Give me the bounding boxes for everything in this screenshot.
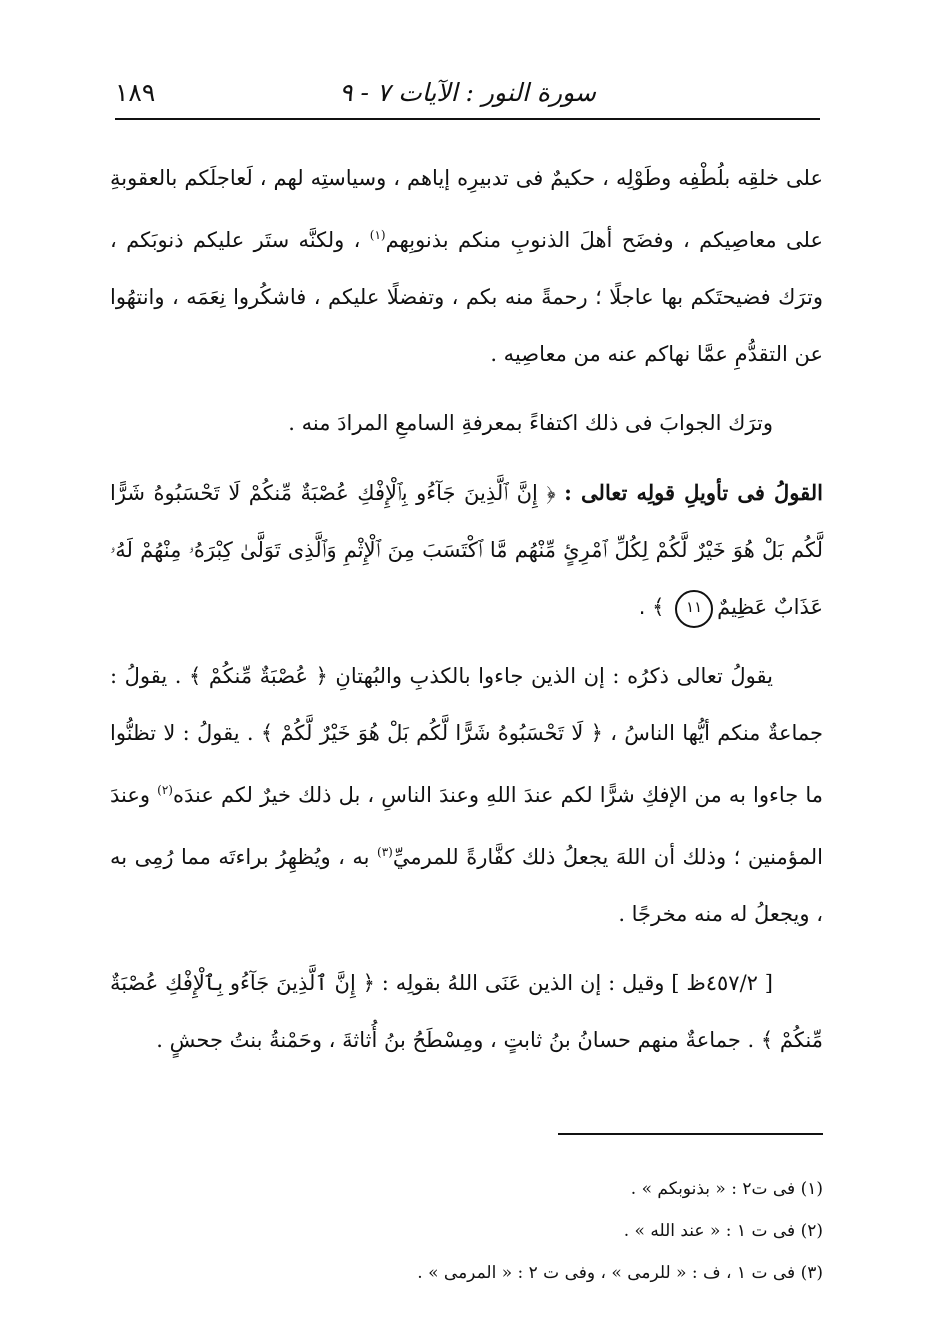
header-rule [115,118,820,120]
text-run: على خلقِه بلُطْفِه وطَوْلِه ، حكيمٌ فى تدبيرِه إياهم ، وسياستِه لهم ، لَعاجلَكم بالعقوبةِ على معاصِيكم ، وفضَح أهلَ الذنوبِ منكم بذنوبِهم [110,166,823,252]
manuscript-ref: [ ٤٥٧/٢ظ ] [671,971,773,995]
text-run: . يقولُ : لا تظنُّوا ما جاءوا به من الإفكِ شرًّا لكم عندَ اللهِ وعندَ الناسِ ، بل ذلك خيرٌ لكم عندَه [110,721,823,807]
text-run: ، ولكنَّه ستَر عليكم ذنوبَكم ، وترَك فضيحتَكم بها عاجلًا ؛ رحمةً منه بكم ، وتفضلًا عليكم ، فاشكُروا نِعَمَه ، وانتهُوا عن التقدُّمِ عمَّا نهاكم عنه من معاصِيه . [110,228,823,366]
text-run: . جماعةٌ منهم حسانُ بنُ ثابتٍ ، ومِسْطَحُ بنُ أُثاثةَ ، وحَمْنةُ بنتُ جحشٍ . [156,1028,761,1052]
quran-open-brace: ﴿ [537,481,565,505]
quran-quote: ﴿ إِنَّ ٱلَّذِينَ جَآءُو بِٱلْإِفْكِ عُصْبَةٌ مِّنكُمْ ﴾ [110,971,823,1052]
page-title: سورة النور : الآيات ٧ - ٩ [339,77,596,107]
footnote-1: (١) فى ت٢ : « بذنوبكم » . [630,1179,823,1199]
quran-verse: إِنَّ ٱلَّذِينَ جَآءُو بِٱلْإِفْكِ عُصْبَةٌ مِّنكُمْ لَا تَحْسَبُوهُ شَرًّا لَّكُم بَلْ هُوَ خَيْرٌ لَّكُمْ لِكُلِّ ٱمْرِئٍ مِّنْهُم مَّا ٱكْتَسَبَ مِنَ ٱلْإِثْمِ وَٱلَّذِى تَوَلَّىٰ كِبْرَهُۥ مِنْهُمْ لَهُۥ عَذَابٌ عَظِيمٌ [110,481,823,619]
footnote-rule [558,1133,823,1135]
page-number: ١٨٩ [115,77,156,107]
section-heading: القولُ فى تأويلِ قولِه تعالى : [564,480,824,505]
footnote-3: (٣) فى ت ١ ، ف : « للرمى » ، وفى ت ٢ : « المرمى » . [417,1263,823,1283]
footnote-ref-3: (٣) [377,845,393,859]
footnote-2: (٢) فى ت ١ : « عند الله » . [623,1221,823,1241]
ayah-number-mark: ١١ [675,590,713,628]
text-run: به ، ويُظهِرُ براءتَه مما رُمِى به ، ويجعلُ له منه مخرجًا . [110,845,823,926]
paragraph-3 [110,464,823,636]
text-run: وعندَ المؤمنين ؛ وذلك أن اللهَ يجعلُ ذلك كفَّارةً للمرميِّ [110,783,823,869]
text-run: وقيل : إن الذين عَنَى اللهُ بقولِه : [374,971,672,995]
text-run: يقولُ تعالى ذكرُه : إن الذين جاءوا بالكذبِ والبُهتانِ [327,664,773,688]
quran-close-brace: ﴾ . [638,595,672,619]
footnotes [223,1168,823,1294]
quran-quote: ﴿ عُصْبَةٌ مِّنكُمْ ﴾ [189,664,328,688]
text-run: . يقولُ : جماعةٌ منكم أيُّها الناسُ ، [110,664,824,745]
text-run: وترَك الجوابَ فى ذلك اكتفاءً بمعرفةِ السامعِ المرادَ منه . [288,411,773,435]
main-text [110,150,823,1081]
paragraph-5 [110,955,823,1069]
page-header [115,72,820,112]
paragraph-4 [110,648,823,943]
quran-quote: ﴿ لَا تَحْسَبُوهُ شَرًّا لَّكُم بَلْ هُوَ خَيْرٌ لَّكُمْ ﴾ [260,721,603,745]
paragraph-1 [110,150,823,383]
footnote-ref-1: (١) [369,228,386,242]
footnote-ref-2: (٢) [157,783,173,797]
paragraph-2 [110,395,823,452]
